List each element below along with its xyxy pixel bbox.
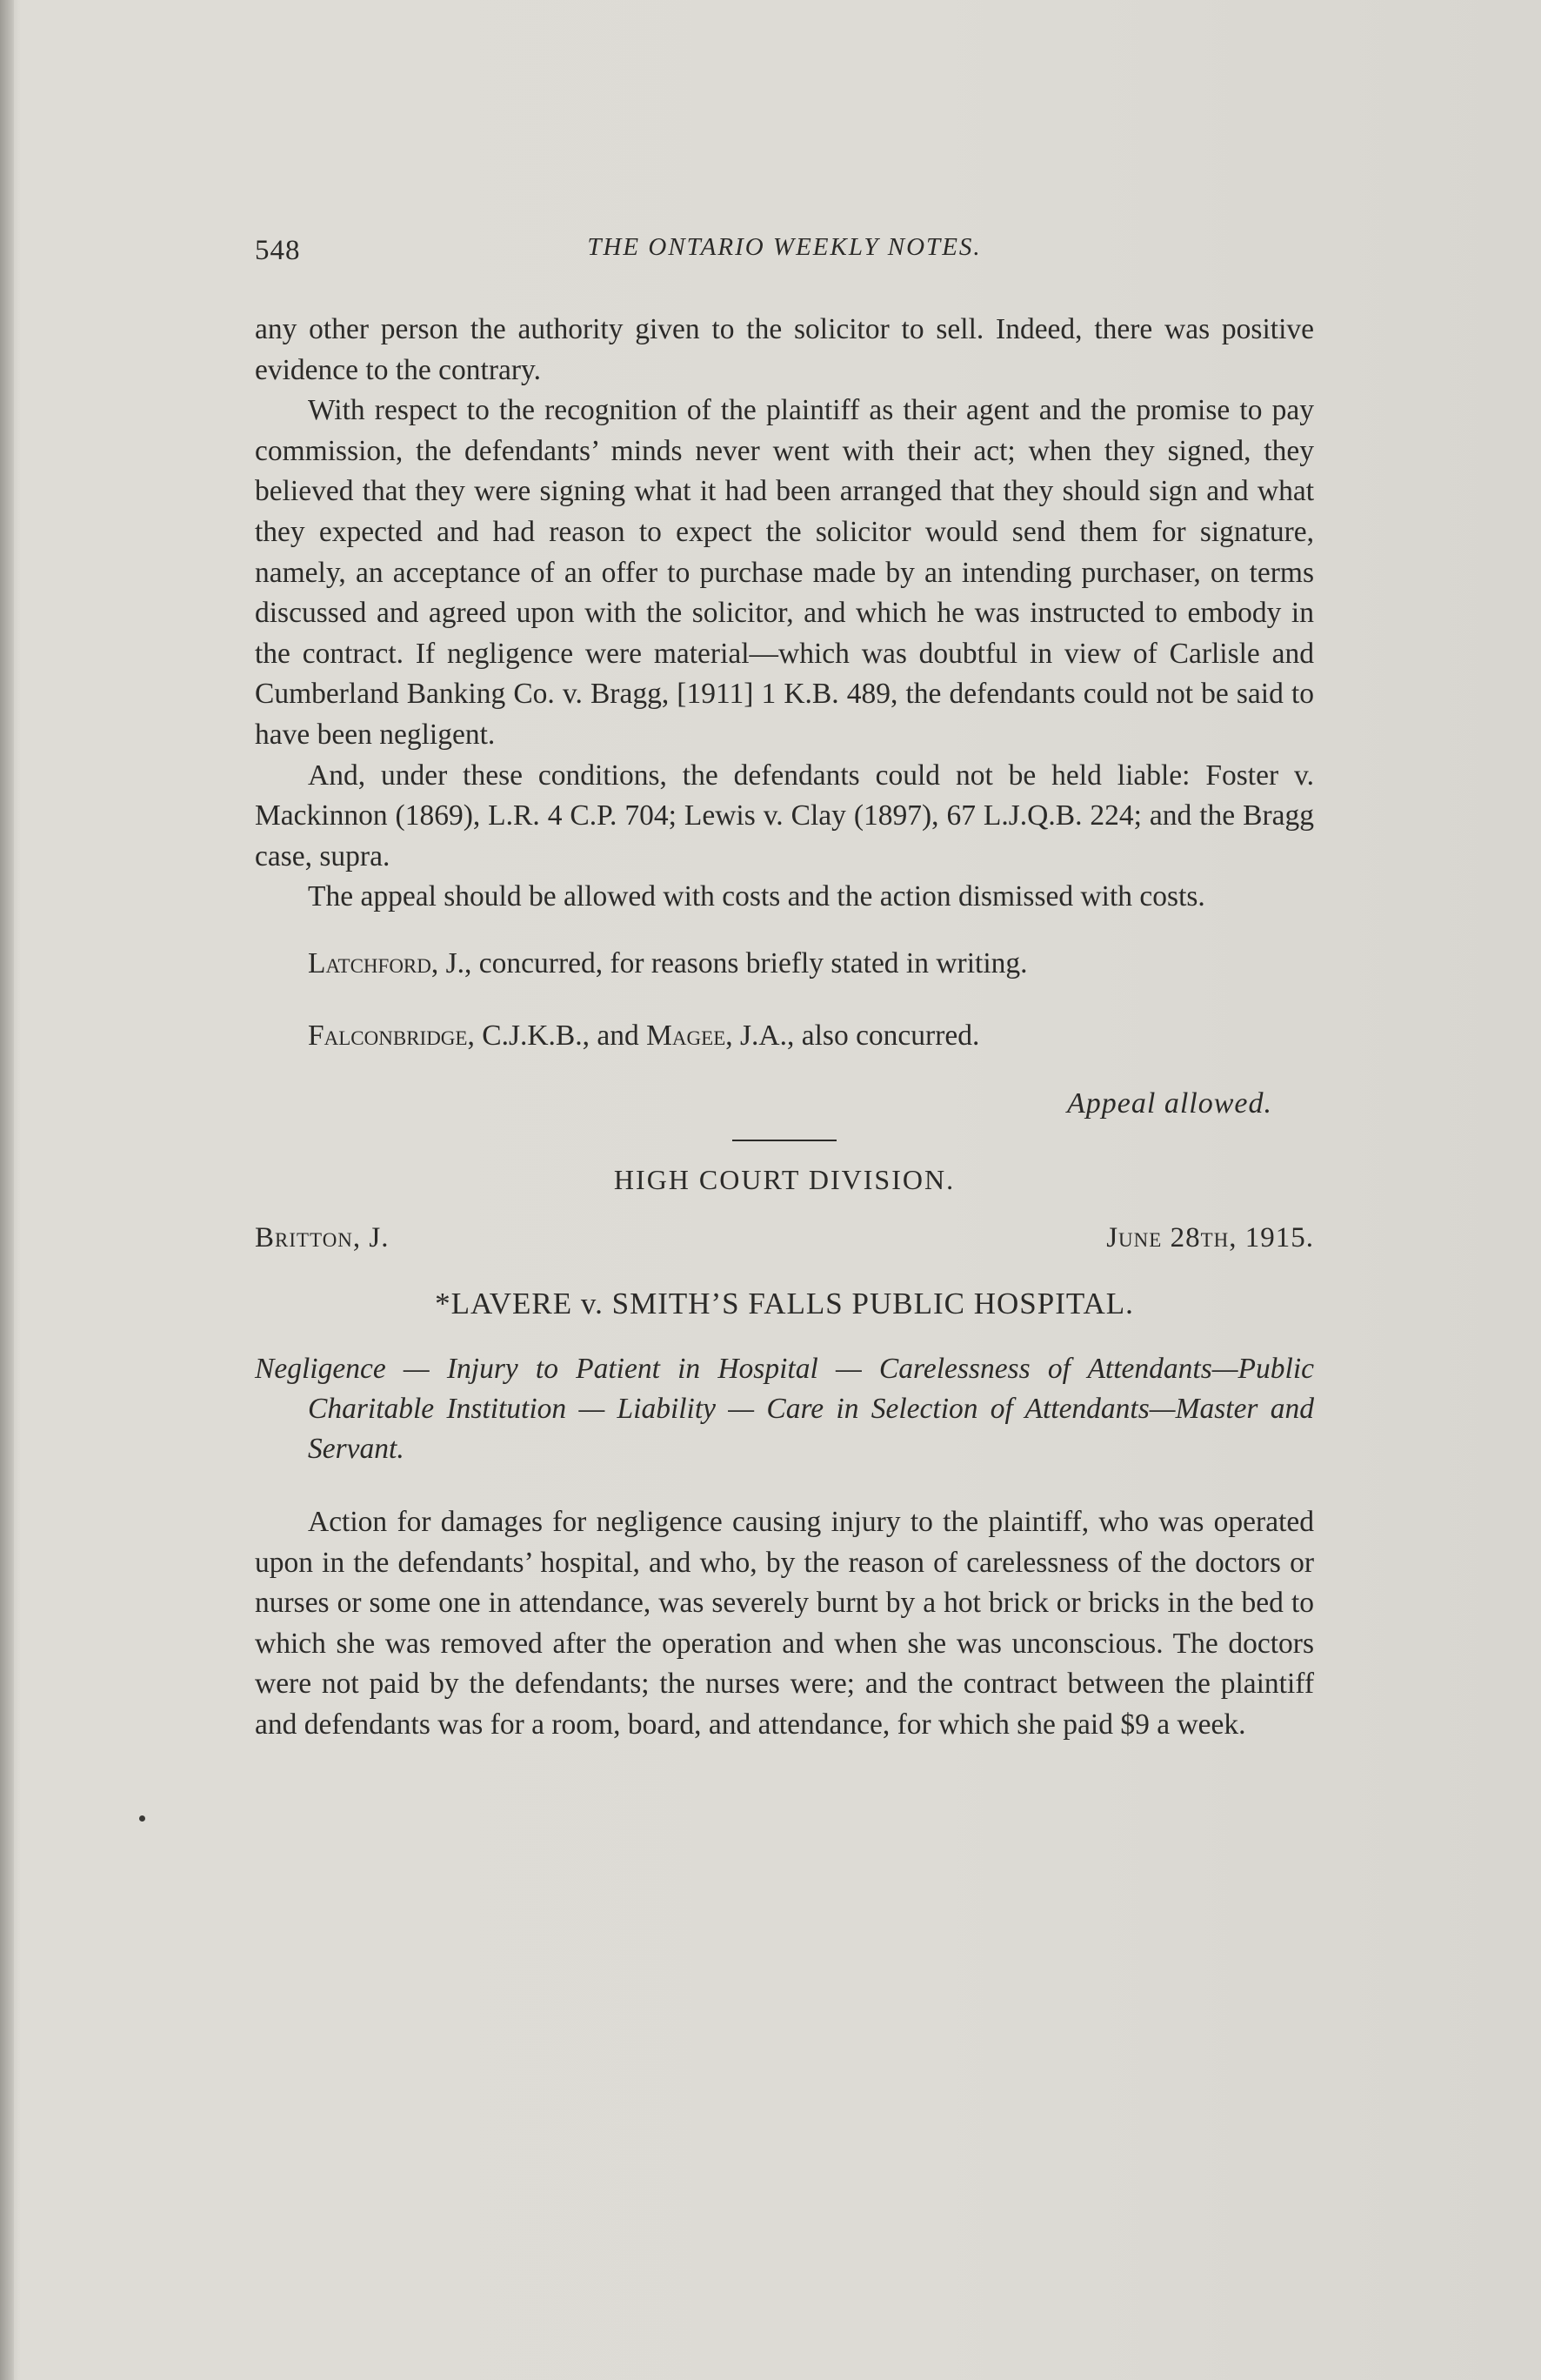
concurrence-latchford-text: , J., concurred, for reasons briefly stated in writing. <box>430 946 1028 979</box>
running-head: THE ONTARIO WEEKLY NOTES. <box>587 233 982 261</box>
margin-dot-mark <box>139 1815 145 1822</box>
concurrence-latchford <box>255 944 1314 985</box>
decision-date: June 28th, 1915. <box>1106 1222 1314 1254</box>
judge-name-magee: Magee <box>646 1019 726 1052</box>
judge-date-row <box>255 1222 1314 1264</box>
page-number: 548 <box>255 235 301 266</box>
judge-name-falconbridge: Falconbridge <box>308 1019 468 1052</box>
concurrence-falconbridge-magee <box>255 1016 1314 1057</box>
concurrence-end-text: , J.A., also concurred. <box>725 1019 980 1052</box>
headnote: Negligence — Injury to Patient in Hospital — Carelessness of Attendants—Public Charitable Institution — Liability — Care in Selection of Attendants—Master and Servant. <box>255 1353 1314 1466</box>
case-result: Appeal allowed. <box>1067 1087 1272 1120</box>
concurrence-mid-text: , C.J.K.B., and <box>467 1019 647 1052</box>
paragraph-2: With respect to the recognition of the plaintiff as their agent and the promise to pay commission, the defendants’ minds never went with their act; when they signed, they believed that they were signing what it had been arranged that they should sign and what they expected and had reason to expect the solicitor would send them for signature, namely, an acceptance of an offer to purchase made by an intending purchaser, on terms discussed and agreed upon with the solicitor, and which he was instructed to embody in the contract. If negligence were material—which was doubtful in view of Carlisle and Cumberland Banking Co. v. Bragg, [1911] 1 K.B. 489, the defendants could not be said to have been negligent. <box>255 394 1314 751</box>
presiding-judge: Britton, J. <box>255 1222 390 1254</box>
text-column <box>255 228 1314 1746</box>
book-spine-edge <box>0 0 14 2380</box>
case-title: *LAVERE v. SMITH’S FALLS PUBLIC HOSPITAL. <box>435 1287 1134 1321</box>
judge-name-latchford: Latchford <box>308 946 431 979</box>
page-header <box>255 228 1314 277</box>
paragraph-1: any other person the authority given to the solicitor to sell. Indeed, there was positive evidence to the contrary. <box>255 313 1314 386</box>
section-divider <box>732 1140 837 1141</box>
division-heading: HIGH COURT DIVISION. <box>613 1164 956 1196</box>
paragraph-3: And, under these conditions, the defendants could not be held liable: Foster v. Mackinnon (1869), L.R. 4 C.P. 704; Lewis v. Clay (1897), 67 L.J.Q.B. 224; and the Bragg case, supra. <box>255 759 1314 872</box>
action-summary: Action for damages for negligence causing injury to the plaintiff, who was operated upon in the defendants’ hospital, and who, by the reason of carelessness of the doctors or nurses or some one in attendance, was severely burnt by a hot brick or bricks in the bed to which she was removed after the operation and when she was unconscious. The doctors were not paid by the defendants; the nurses were; and the contract between the plaintiff and defendants was for a room, board, and attendance, for which she paid $9 a week. <box>255 1506 1314 1742</box>
paragraph-4: The appeal should be allowed with costs and the action dismissed with costs. <box>308 880 1205 913</box>
